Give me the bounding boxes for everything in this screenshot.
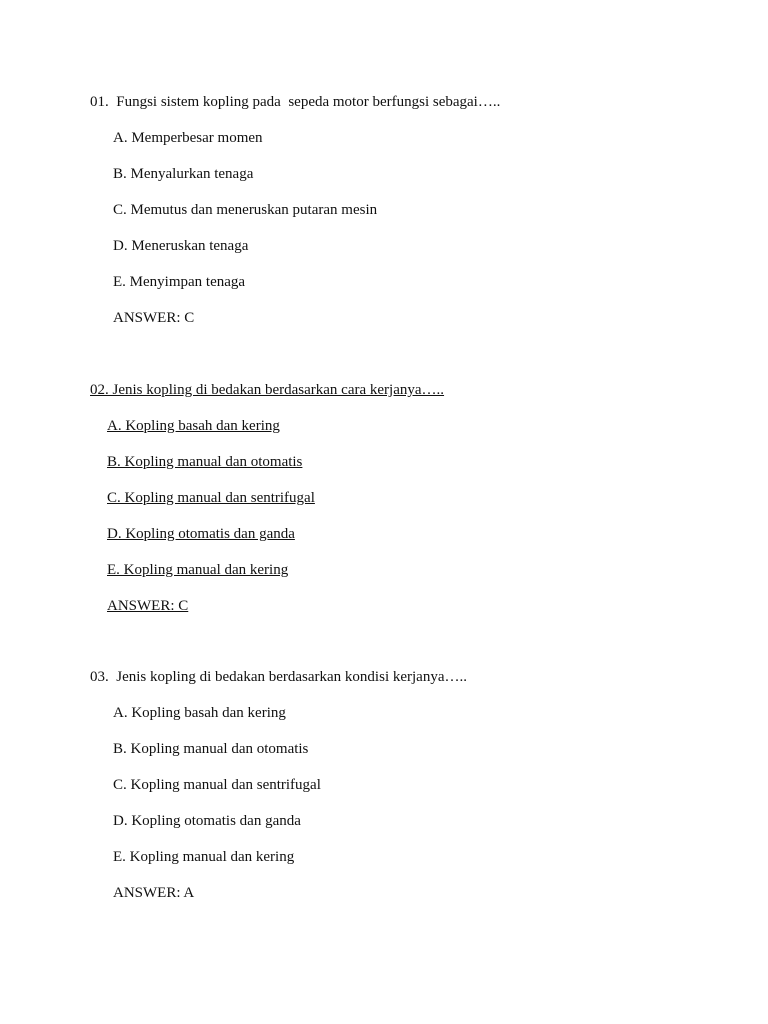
option-b: B. Kopling manual dan otomatis [107,454,303,470]
option-e: E. Menyimpan tenaga [113,274,246,290]
option-a: A. Kopling basah dan kering [113,705,286,721]
question-stem: 03. Jenis kopling di bedakan berdasarkan kondisi kerjanya….. [90,669,467,685]
option-d: D. Kopling otomatis dan ganda [107,526,295,542]
question-stem: 02. Jenis kopling di bedakan berdasarkan cara kerjanya….. [90,382,445,398]
question-stem: 01. Fungsi sistem kopling pada sepeda motor berfungsi sebagai….. [90,94,501,110]
option-c: C. Memutus dan meneruskan putaran mesin [113,202,378,218]
answer-key: ANSWER: C [107,598,189,614]
answer-key: ANSWER: C [113,310,195,326]
option-e: E. Kopling manual dan kering [113,849,295,865]
option-d: D. Meneruskan tenaga [113,238,249,254]
option-d: D. Kopling otomatis dan ganda [113,813,301,829]
option-c: C. Kopling manual dan sentrifugal [113,777,321,793]
option-c: C. Kopling manual dan sentrifugal [107,490,315,506]
answer-key: ANSWER: A [113,885,195,901]
option-b: B. Menyalurkan tenaga [113,166,254,182]
option-e: E. Kopling manual dan kering [107,562,289,578]
option-b: B. Kopling manual dan otomatis [113,741,309,757]
option-a: A. Memperbesar momen [113,130,263,146]
option-a: A. Kopling basah dan kering [107,418,280,434]
